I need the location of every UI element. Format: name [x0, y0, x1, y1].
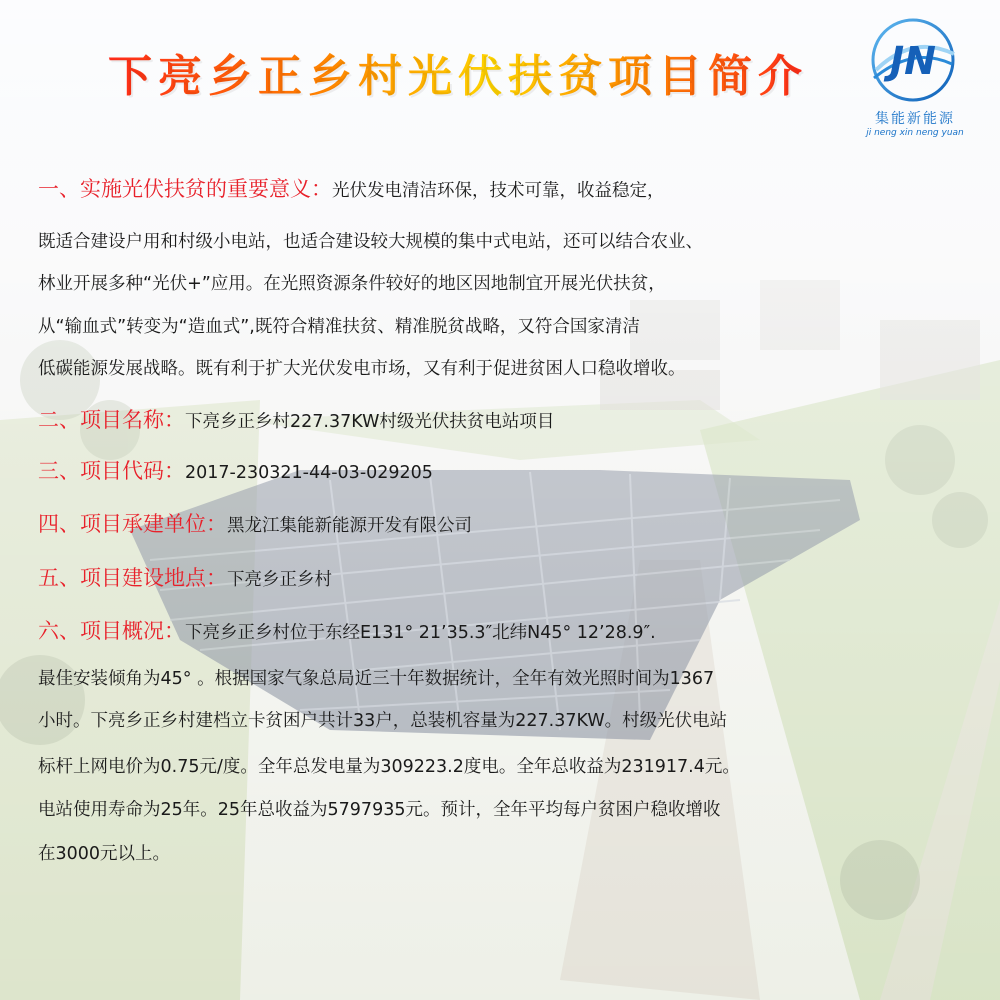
section3-heading: 三、项目代码：: [38, 459, 185, 483]
project-name: 下亮乡正乡村227.37KW村级光伏扶贫电站项目: [185, 412, 555, 432]
section6-line: 电站使用寿命为25年。25年总收益为5797935元。预计，全年平均每户贫困户稳收增收: [38, 800, 721, 820]
section6-line: 最佳安装倾角为45° 。根据国家气象总局近三十年数据统计，全年有效光照时间为1367: [38, 669, 715, 689]
jn-logo-icon: [868, 14, 958, 106]
section1-line: 从“输血式”转变为“造血式”,既符合精准扶贫、精准脱贫战略，又符合国家清洁: [38, 317, 640, 337]
project-code: 2017-230321-44-03-029205: [185, 463, 433, 483]
section4-row: [38, 508, 472, 538]
section1-line: 林业开展多种“光伏+”应用。在光照资源条件较好的地区因地制宜开展光伏扶贫，: [38, 274, 666, 294]
contractor: 黑龙江集能新能源开发有限公司: [227, 516, 472, 536]
section1-line: 光伏发电清洁环保，技术可靠，收益稳定，: [332, 181, 665, 201]
section2-row: [38, 404, 554, 434]
logo-mark-text: JN: [890, 39, 936, 83]
section6-line: 标杆上网电价为0.75元/度。全年总发电量为309223.2度电。全年总收益为231917.4元。: [38, 757, 740, 777]
project-location: 下亮乡正乡村: [227, 570, 332, 590]
section1-heading: 一、实施光伏扶贫的重要意义：: [38, 177, 332, 201]
project-coordinates: 下亮乡正乡村位于东经E131° 21’35.3″北纬N45° 12’28.9″.: [185, 623, 656, 643]
section6-heading: 六、项目概况：: [38, 619, 185, 643]
page-title: 下亮乡正乡村光伏扶贫项目简介: [108, 40, 808, 104]
section3-row: [38, 455, 433, 485]
logo-name-pinyin: ji neng xin neng yuan: [866, 128, 964, 138]
logo-name-cn: 集能新能源: [875, 111, 955, 127]
section6-line: 小时。下亮乡正乡村建档立卡贫困户共计33户，总装机容量为227.37KW。村级光伏电站: [38, 711, 728, 731]
section6-line: 在3000元以上。: [38, 844, 171, 864]
section6-row: [38, 615, 656, 645]
section5-heading: 五、项目建设地点：: [38, 566, 227, 590]
section1-line: 低碳能源发展战略。既有利于扩大光伏发电市场，又有利于促进贫困人口稳收增收。: [38, 359, 686, 379]
section1-first-line: [38, 173, 665, 203]
section4-heading: 四、项目承建单位：: [38, 512, 227, 536]
section1-line: 既适合建设户用和村级小电站，也适合建设较大规模的集中式电站，还可以结合农业、: [38, 232, 703, 252]
section5-row: [38, 562, 332, 592]
company-logo: [860, 14, 970, 144]
section2-heading: 二、项目名称：: [38, 408, 185, 432]
